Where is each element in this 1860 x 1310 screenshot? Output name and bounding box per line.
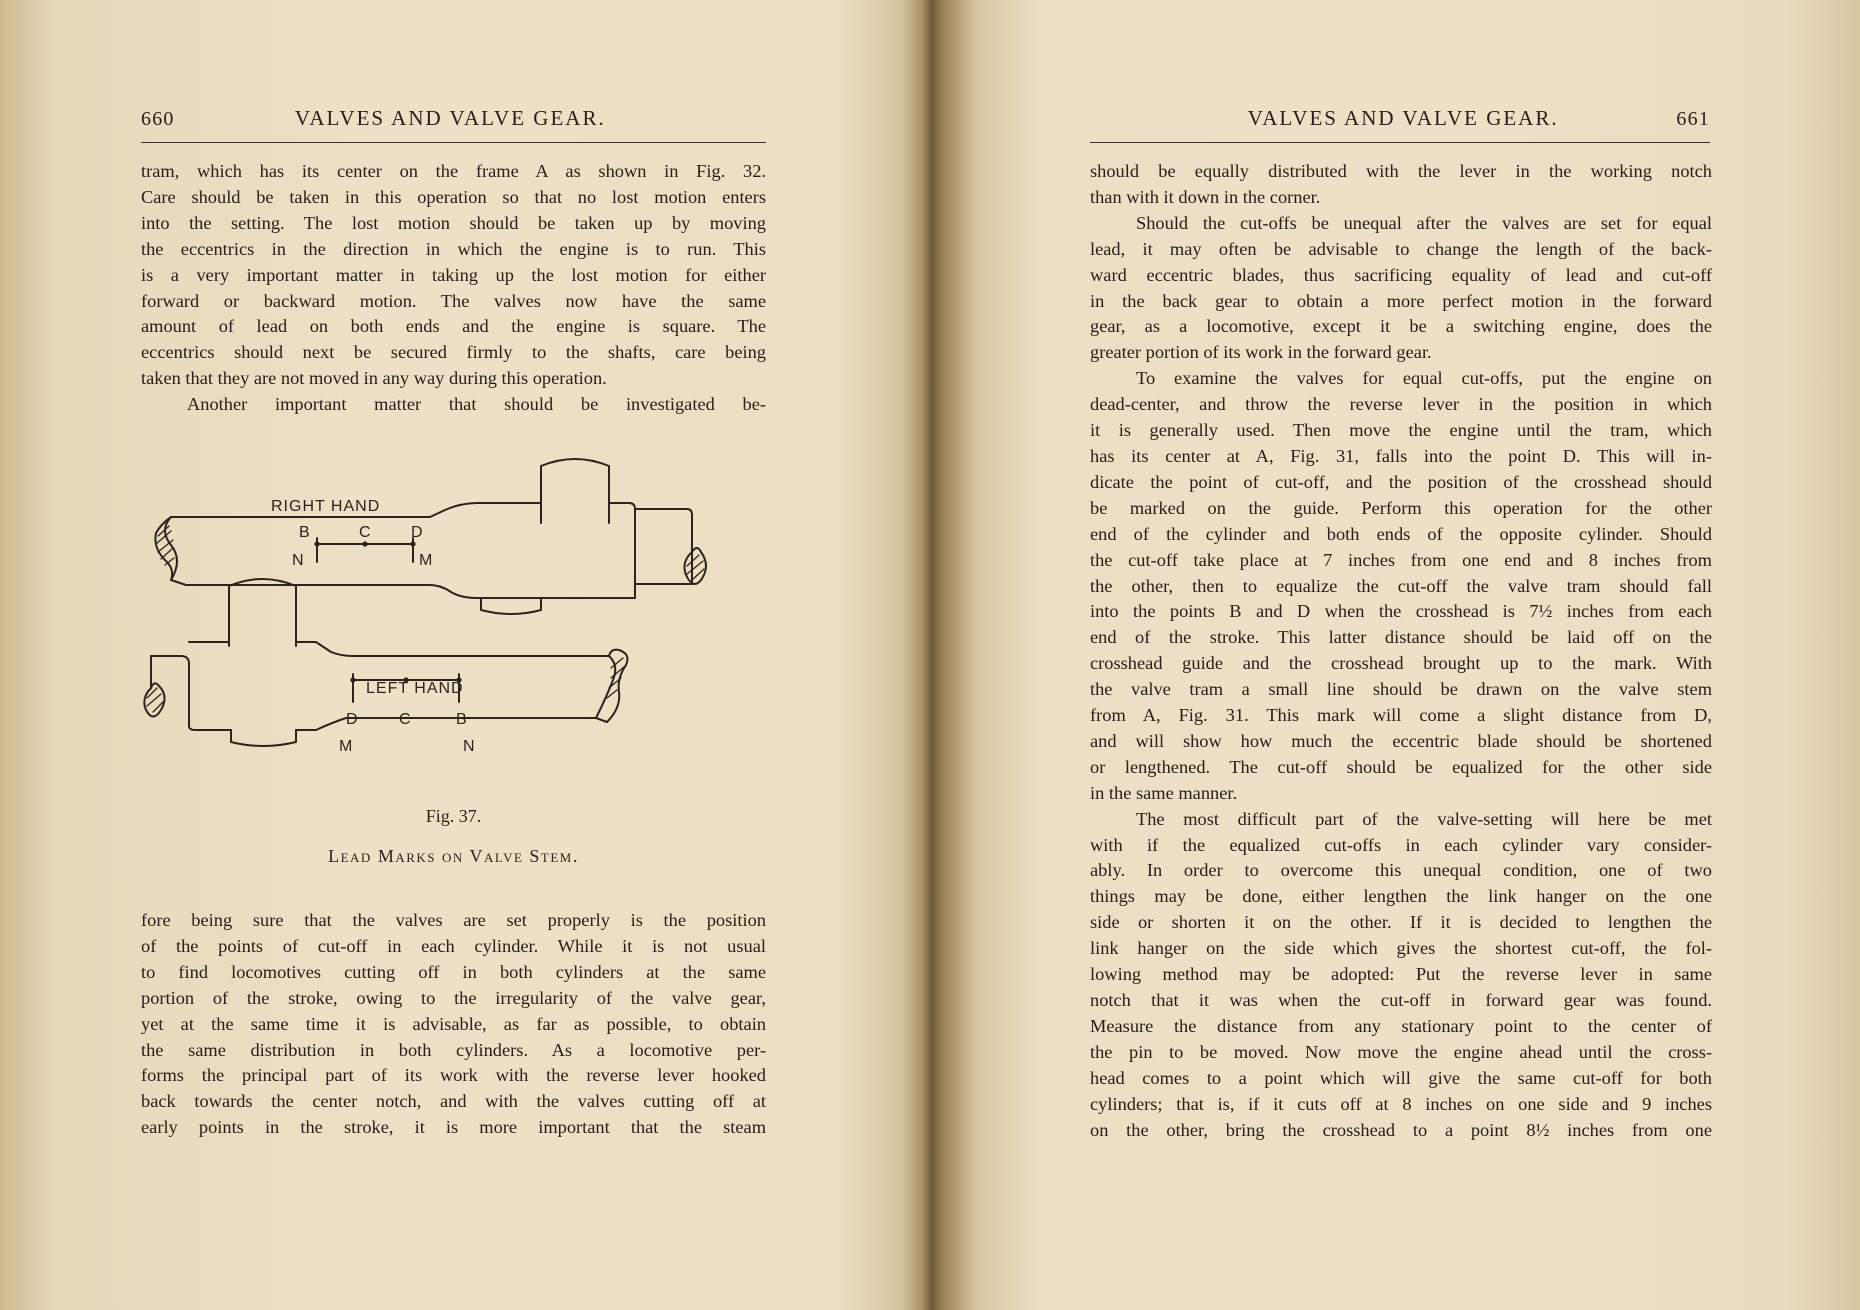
text-line: portion of the stroke, owing to the irregularity of the valve gear, xyxy=(141,987,766,1008)
text-line: greater portion of its work in the forward gear. xyxy=(1090,342,1432,363)
right-steam-chest xyxy=(541,459,609,523)
right-header-rule xyxy=(1090,142,1710,143)
text-line: or lengthened. The cut-off should be equalized for the other side xyxy=(1090,756,1712,777)
text-line: ably. In order to overcome this unequal condition, one of two xyxy=(1090,860,1712,881)
left-page-header xyxy=(141,106,766,136)
right-rod-top xyxy=(635,509,692,552)
left-hand-label: LEFT HAND xyxy=(366,680,464,697)
text-line: the other, then to equalize the cut-off the valve tram should fall xyxy=(1090,575,1712,596)
text-line: end of the cylinder and both ends of the opposite cylinder. Should xyxy=(1090,523,1712,544)
text-line: side or shorten it on the other. If it is decided to lengthen the xyxy=(1090,912,1712,933)
text-line: of the points of cut-off in each cylinder. While it is not usual xyxy=(141,935,766,956)
text-line: Measure the distance from any stationary point to the center of xyxy=(1090,1015,1712,1036)
text-line: lead, it may often be advisable to change the length of the back- xyxy=(1090,238,1712,259)
text-line: fore being sure that the valves are set properly is the position xyxy=(141,910,766,930)
left-end-n: N xyxy=(463,738,476,755)
text-line: should be equally distributed with the lever in the working notch xyxy=(1090,161,1712,181)
figure-number: Fig. 37. xyxy=(425,806,482,826)
text-line: has its center at A, Fig. 31, falls into the point D. This will in- xyxy=(1090,445,1712,466)
right-lower-guide xyxy=(481,598,541,614)
text-line: lowing method may be adopted: Put the reverse lever in same xyxy=(1090,964,1712,985)
text-line: yet at the same time it is advisable, as far as possible, to obtain xyxy=(141,1013,766,1034)
left-mark-d: D xyxy=(346,711,359,728)
text-line: eccentrics should next be secured firmly to the shafts, care being xyxy=(141,342,766,363)
text-line: gear, as a locomotive, except it be a switching engine, does the xyxy=(1090,316,1712,337)
text-line: into the points B and D when the crosshead is 7½ inches from each xyxy=(1090,601,1712,622)
right-mark-d: D xyxy=(411,524,424,541)
text-line: notch that it was when the cut-off in forward gear was found. xyxy=(1090,990,1712,1010)
text-line: dicate the point of cut-off, and the position of the crosshead should xyxy=(1090,471,1712,492)
text-line: The most difficult part of the valve-setting will here be met xyxy=(1136,808,1712,829)
text-line: link hanger on the side which gives the shortest cut-off, the fol- xyxy=(1090,938,1712,959)
left-header-rule xyxy=(141,142,766,143)
text-line: dead-center, and throw the reverse lever in the position in which xyxy=(1090,394,1712,415)
text-line: taken that they are not moved in any way during this operation. xyxy=(141,368,607,389)
text-line: things may be done, either lengthen the link hanger on the one xyxy=(1090,886,1712,907)
text-line: amount of lead on both ends and the engine is square. The xyxy=(141,316,766,337)
text-line: to find locomotives cutting off in both cylinders at the same xyxy=(141,961,766,982)
text-line: be marked on the guide. Perform this operation for the other xyxy=(1090,497,1712,518)
text-line: from A, Fig. 31. This mark will come a slight distance from D, xyxy=(1090,705,1712,726)
left-top-text xyxy=(141,159,766,418)
left-steam-chest xyxy=(229,579,296,646)
text-line: cylinders; that is, if it cuts off at 8 inches on one side and 9 inches xyxy=(1090,1093,1712,1114)
text-line: forward or backward motion. The valves now have the same xyxy=(141,290,766,311)
right-running-head: VALVES AND VALVE GEAR. xyxy=(1247,106,1559,130)
left-bottom-text xyxy=(141,908,766,1141)
right-page-header xyxy=(1090,106,1710,136)
text-line: is a very important matter in taking up the lost motion for either xyxy=(141,264,766,285)
right-stem-body xyxy=(165,517,635,598)
text-line: in the same manner. xyxy=(1090,782,1238,803)
text-line: Should the cut-offs be unequal after the valves are set for equal xyxy=(1136,212,1712,233)
left-running-head: VALVES AND VALVE GEAR. xyxy=(294,106,606,130)
text-line: the valve tram a small line should be drawn on the valve stem xyxy=(1090,679,1712,700)
text-line: with if the equalized cut-offs in each cylinder vary consider- xyxy=(1090,834,1712,855)
text-line: it is generally used. Then move the engine until the tram, which xyxy=(1090,420,1712,441)
text-line: forms the principal part of its work with the reverse lever hooked xyxy=(141,1065,766,1086)
text-line: the pin to be moved. Now move the engine ahead until the cross- xyxy=(1090,1041,1712,1062)
text-line: into the setting. The lost motion should be taken up by moving xyxy=(141,212,766,233)
right-hand-label: RIGHT HAND xyxy=(271,498,381,515)
text-line: the eccentrics in the direction in which the engine is to run. This xyxy=(141,238,766,259)
right-end-n: N xyxy=(292,552,305,569)
valve-stem-diagram xyxy=(141,440,766,840)
text-line: on the other, bring the crosshead to a point 8½ inches from one xyxy=(1090,1119,1712,1140)
text-line: the cut-off take place at 7 inches from one end and 8 inches from xyxy=(1090,549,1712,570)
text-line: ward eccentric blades, thus sacrificing equality of lead and cut-off xyxy=(1090,264,1712,285)
right-body-text xyxy=(1090,159,1712,1143)
left-end-m: M xyxy=(339,738,354,755)
right-page-number: 661 xyxy=(1676,108,1710,130)
text-line: crosshead guide and the crosshead brought up to the mark. With xyxy=(1090,653,1712,674)
text-line: and will show how much the eccentric blade should be shortened xyxy=(1090,730,1712,751)
left-lower-guide xyxy=(231,730,296,746)
right-end-m: M xyxy=(419,552,434,569)
right-rod-bottom xyxy=(635,552,692,598)
figure-caption: Lead Marks on Valve Stem. xyxy=(328,846,579,866)
text-line: head comes to a point which will give the same cut-off for both xyxy=(1090,1067,1712,1088)
text-line: Care should be taken in this operation so that no lost motion enters xyxy=(141,186,766,207)
text-line: Another important matter that should be investigated be- xyxy=(187,394,766,415)
text-line: early points in the stroke, it is more important that the steam xyxy=(141,1117,766,1138)
text-line: back towards the center notch, and with the valves cutting off at xyxy=(141,1091,766,1112)
left-mark-c: C xyxy=(399,711,412,728)
left-page-number: 660 xyxy=(141,108,175,130)
text-line: To examine the valves for equal cut-offs, put the engine on xyxy=(1136,368,1712,389)
left-mark-b: B xyxy=(456,711,468,728)
text-line: in the back gear to obtain a more perfect motion in the forward xyxy=(1090,290,1712,311)
right-left-end xyxy=(155,517,172,580)
text-line: the same distribution in both cylinders. As a locomotive per- xyxy=(141,1039,766,1060)
right-mark-b: B xyxy=(299,524,311,541)
right-mark-c: C xyxy=(359,524,372,541)
text-line: than with it down in the corner. xyxy=(1090,186,1321,207)
text-line: end of the stroke. This latter distance should be laid off on the xyxy=(1090,627,1712,648)
text-line: tram, which has its center on the frame A as shown in Fig. 32. xyxy=(141,161,766,181)
figure-37 xyxy=(141,440,766,840)
